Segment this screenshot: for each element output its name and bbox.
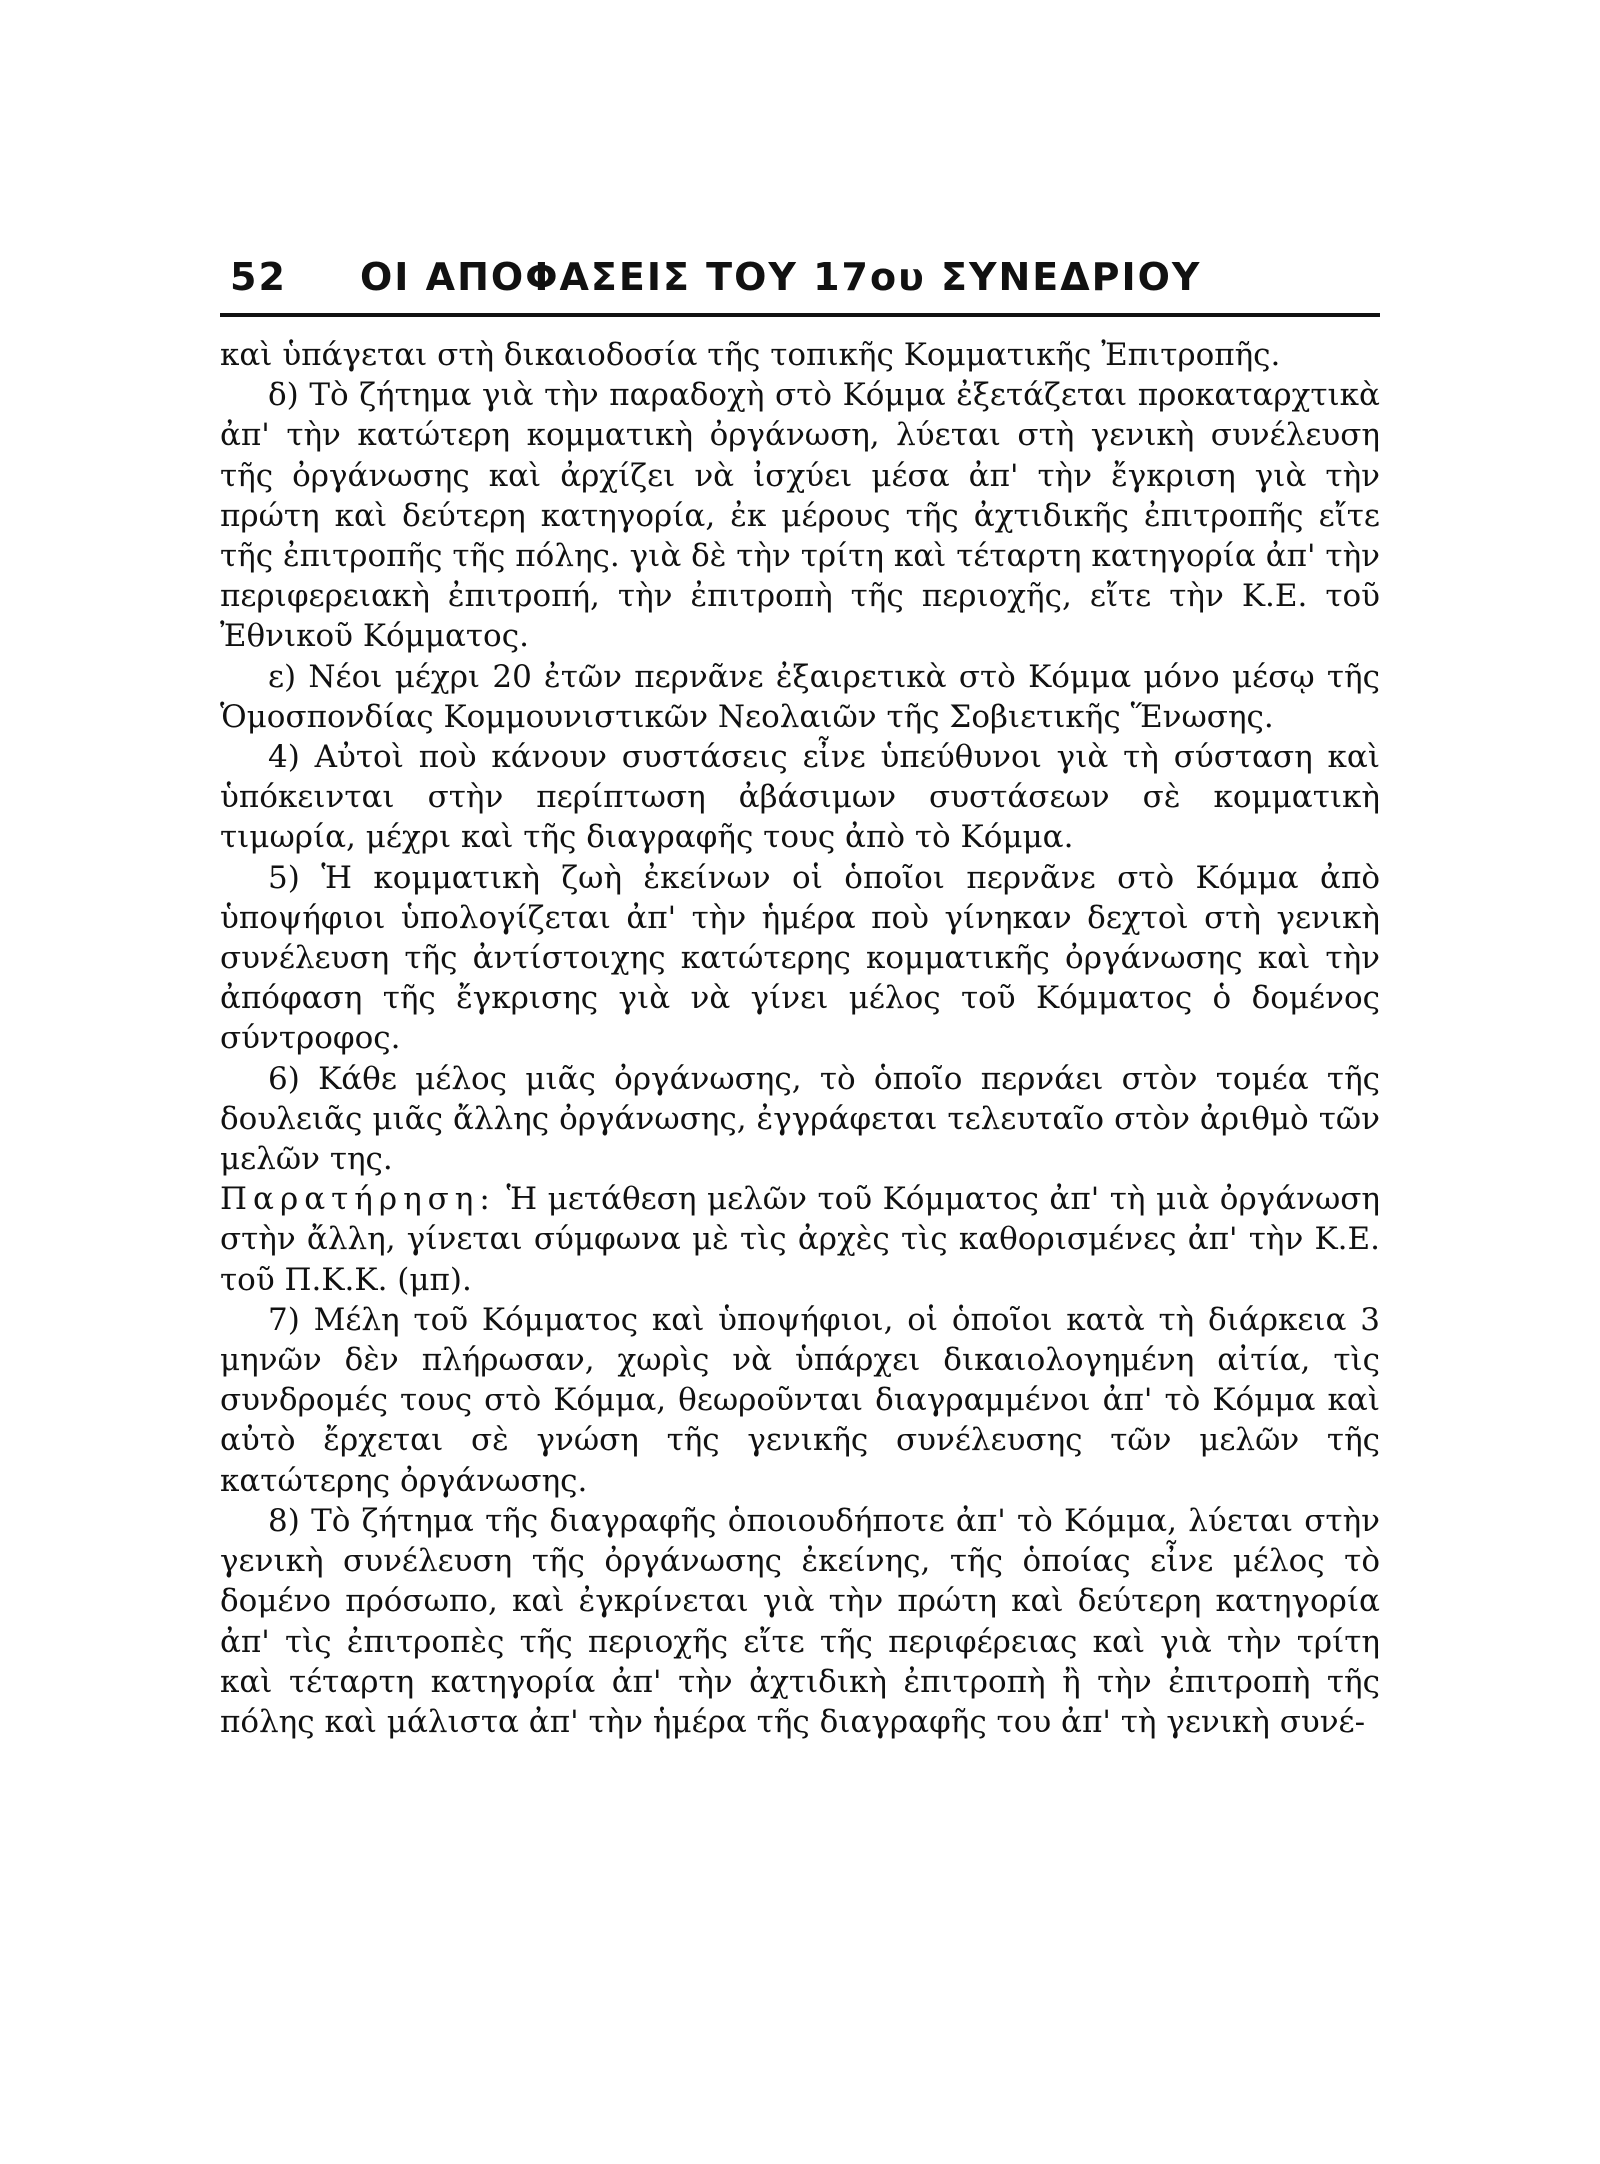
- running-title: ΟΙ ΑΠΟΦΑΣΕΙΣ ΤΟΥ 17ου ΣΥΝΕΔΡΙΟΥ: [360, 255, 1202, 299]
- body-text: [220, 335, 1380, 1742]
- note-text: Ἡ μετάθεση μελῶν τοῦ Κόμματος ἀπ' τὴ μιὰ ὀργάνωση στὴν ἄλλη, γίνεται σύμφωνα μὲ τὶς ἀρχὲς τὶς καθορισμένες ἀπ' τὴν Κ.Ε. τοῦ Π.Κ.Κ. (μπ).: [220, 1181, 1381, 1298]
- note-label: Παρατήρηση:: [220, 1181, 496, 1218]
- page-number: 52: [230, 255, 287, 299]
- paragraph-e: ε) Νέοι μέχρι 20 ἐτῶν περνᾶνε ἐξαιρετικὰ στὸ Κόμμα μόνο μέσῳ τῆς Ὁμοσπονδίας Κομμουνιστικῶν Νεολαιῶν τῆς Σοβιετικῆς Ἕνωσης.: [220, 658, 1380, 735]
- paragraph-d: δ) Τὸ ζήτημα γιὰ τὴν παραδοχὴ στὸ Κόμμα ἐξετάζεται προκαταρχτικὰ ἀπ' τὴν κατώτερη κομματικὴ ὀργάνωση, λύεται στὴ γενικὴ συνέλευση τῆς ὀργάνωσης καὶ ἀρχίζει νὰ ἰσχύει μέσα ἀπ' τὴν ἔγκριση γιὰ τὴν πρώτη καὶ δεύτερη κατηγορία, ἐκ μέρους τῆς ἀχτιδικῆς ἐπιτροπῆς εἴτε τῆς ἐπιτροπῆς τῆς πόλης. γιὰ δὲ τὴν τρίτη καὶ τέταρτη κατηγορία ἀπ' τὴν περιφερειακὴ ἐπιτροπή, τὴν ἐπιτροπὴ τῆς περιοχῆς, εἴτε τὴν Κ.Ε. τοῦ Ἐθνικοῦ Κόμματος.: [220, 377, 1380, 655]
- paragraph-6: 6) Κάθε μέλος μιᾶς ὀργάνωσης, τὸ ὁποῖο περνάει στὸν τομέα τῆς δουλειᾶς μιᾶς ἄλλης ὀργάνωσης, ἐγγράφεται τελευταῖο στὸν ἀριθμὸ τῶν μελῶν της.: [220, 1060, 1380, 1178]
- note-paragraph: [220, 1179, 1380, 1300]
- header-rule: [220, 313, 1380, 317]
- running-header: [220, 255, 1380, 313]
- paragraph-4: 4) Αὐτοὶ ποὺ κάνουν συστάσεις εἶνε ὑπεύθυνοι γιὰ τὴ σύσταση καὶ ὑπόκεινται στὴν περίπτωση ἀβάσιμων συστάσεων σὲ κομματικὴ τιμωρία, μέχρι καὶ τῆς διαγραφῆς τους ἀπὸ τὸ Κόμμα.: [220, 739, 1380, 856]
- paragraph-continuation: καὶ ὑπάγεται στὴ δικαιοδοσία τῆς τοπικῆς Κομματικῆς Ἐπιτροπῆς.: [220, 337, 1281, 373]
- document-page: [220, 255, 1380, 1742]
- paragraph-5: 5) Ἡ κομματικὴ ζωὴ ἐκείνων οἱ ὁποῖοι περνᾶνε στὸ Κόμμα ἀπὸ ὑποψήφιοι ὑπολογίζεται ἀπ' τὴν ἡμέρα ποὺ γίνηκαν δεχτοὶ στὴ γενικὴ συνέλευση τῆς ἀντίστοιχης κατώτερης κομματικῆς ὀργάνωσης καὶ τὴν ἀπόφαση τῆς ἔγκρισης γιὰ νὰ γίνει μέλος τοῦ Κόμματος ὁ δομένος σύντροφος.: [220, 859, 1380, 1057]
- paragraph-8: 8) Τὸ ζήτημα τῆς διαγραφῆς ὁποιουδήποτε ἀπ' τὸ Κόμμα, λύεται στὴν γενικὴ συνέλευση τῆς ὀργάνωσης ἐκείνης, τῆς ὁποίας εἶνε μέλος τὸ δομένο πρόσωπο, καὶ ἐγκρίνεται γιὰ τὴν πρώτη καὶ δεύτερη κατηγορία ἀπ' τὶς ἐπιτροπὲς τῆς περιοχῆς εἴτε τῆς περιφέρειας καὶ γιὰ τὴν τρίτη καὶ τέταρτη κατηγορία ἀπ' τὴν ἀχτιδικὴ ἐπιτροπὴ ἢ τὴν ἐπιτροπὴ τῆς πόλης καὶ μάλιστα ἀπ' τὴν ἡμέρα τῆς διαγραφῆς του ἀπ' τὴ γενικὴ συνέ-: [220, 1502, 1380, 1740]
- paragraph-7: 7) Μέλη τοῦ Κόμματος καὶ ὑποψήφιοι, οἱ ὁποῖοι κατὰ τὴ διάρκεια 3 μηνῶν δὲν πλήρωσαν, χωρὶς νὰ ὑπάρχει δικαιολογημένη αἰτία, τὶς συνδρομές τους στὸ Κόμμα, θεωροῦνται διαγραμμένοι ἀπ' τὸ Κόμμα καὶ αὐτὸ ἔρχεται σὲ γνώση τῆς γενικῆς συνέλευσης τῶν μελῶν τῆς κατώτερης ὀργάνωσης.: [220, 1301, 1380, 1499]
